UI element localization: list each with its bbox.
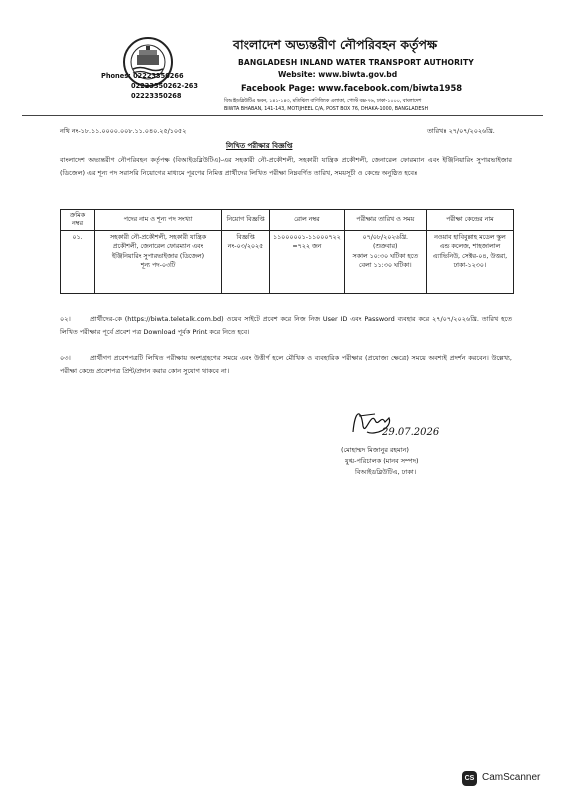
notice-title: লিখিত পরীক্ষার বিজ্ঞপ্তি (226, 142, 293, 150)
phone-numbers (101, 71, 198, 102)
exam-time: সকাল ১০:৩০ ঘটিকা হতে বেলা ১১:৩০ ঘটিকা। (352, 252, 418, 270)
website-link[interactable]: Website: www.biwta.gov.bd (278, 70, 398, 79)
exam-day: (শুক্রবার) (373, 243, 398, 251)
address-bangla: বিআইডব্লিউটিএ ভবন, ১৪১-১৪৩, মতিঝিল বাণিজ্যিক এলাকা, পোস্ট বক্স-৭৬, ঢাকা-১০০০, বাংলাদেশ (224, 99, 422, 104)
paragraph-number: ০২। (60, 315, 71, 323)
header-roll: রোল নম্বর (270, 210, 345, 231)
roll-total: =৭২২ জন (292, 243, 322, 251)
camscanner-watermark: CamScanner (482, 772, 541, 783)
signatory-name: (মোহাম্মদ মিজানুর রহমান) (341, 446, 409, 454)
header-circular: নিয়োগ বিজ্ঞপ্তি (222, 210, 270, 231)
org-title-bangla: বাংলাদেশ অভ্যন্তরীণ নৌপরিবহন কর্তৃপক্ষ (233, 37, 438, 52)
paragraph-text: প্রার্থীগণ প্রবেশপত্রটি লিখিত পরীক্ষায় অংশগ্রহণের সময়ে এবং উত্তীর্ণ হলে মৌখিক ও ব্যবহারিক পরীক্ষার (প্রযোজ্য ক্ষেত্রে) সময়ে অবশ্যই প্রদর্শন করবেন। উল্লেখ্য, পরীক্ষা কেন্দ্রে প্রবেশপত্র প্রিন্ট/প্রদান করার কোন সুযোগ থাকবে না। (60, 354, 512, 375)
instruction-paragraph-2 (60, 313, 512, 339)
cell-serial: ০১. (61, 231, 95, 294)
header-center: পরীক্ষা কেন্দ্রের নাম (426, 210, 513, 231)
table-header-row (61, 210, 514, 231)
header-exam-date: পরীক্ষার তারিখ ও সময় (344, 210, 426, 231)
paragraph-text: প্রার্থীদের-কে (https://biwta.teletalk.com.bd) ওয়েব সাইটে প্রবেশ করে নিজ নিজ User ID এবং Password ব্যবহার করে ২৭/০৭/২০২৬খ্রি. তারিখ হতে লিখিত পরীক্ষার পূর্বে প্রবেশ পত্র Download পূর্বক Print করে নিতে হবে। (60, 315, 512, 336)
vacancy-count: শূন্য পদ-০৩টি (140, 262, 176, 270)
camscanner-icon: CS (462, 771, 477, 786)
cell-exam-date (344, 231, 426, 294)
table-row (61, 231, 514, 294)
phone-line: 02223350262-263 (131, 82, 198, 91)
post-names: সহকারী নৌ-প্রকৌশলী, সহকারী যান্ত্রিক প্রকৌশলী, জেনারেল ফোরম্যান এবং ইঞ্জিনিয়ারিং সুপারভাইজার (ডিজেল) (109, 234, 206, 260)
header-post: পদের নাম ও শূন্য পদ সংখ্যা (95, 210, 222, 231)
org-title-english: BANGLADESH INLAND WATER TRANSPORT AUTHORITY (238, 58, 474, 67)
cell-center: নওয়াব হাবিবুল্লাহ মডেল স্কুল এন্ড কলেজ, শাহজালাল এ্যাভিনিউ, সেক্টর-০৪, উত্তরা, ঢাকা-১২৩০। (426, 231, 513, 294)
paragraph-number: ০৩। (60, 354, 71, 362)
exam-schedule-table (60, 209, 514, 294)
cell-circular: বিজ্ঞপ্তি নং-০৩/২০২৫ (222, 231, 270, 294)
header-serial: ক্রমিক নম্বর (61, 210, 95, 231)
cell-roll (270, 231, 345, 294)
address-english: BIWTA BHABAN, 141-143, MOTIJHEEL C/A, POST BOX 76, DHAKA-1000, BANGLADESH (224, 107, 429, 112)
facebook-link[interactable]: Facebook Page: www.facebook.com/biwta1958 (241, 83, 463, 93)
roll-range: ১১০০০০০১-১১০০০৭২২ (273, 234, 341, 241)
exam-date: ০৭/০৮/২০২৬খ্রি. (362, 234, 408, 241)
intro-paragraph: বাংলাদেশ অভ্যন্তরীণ নৌপরিবহন কর্তৃপক্ষ (বিআইডব্লিউটিএ)-এর সহকারী নৌ-প্রকৌশলী, সহকারী যান্ত্রিক প্রকৌশলী, জেনারেল ফোরম্যান এবং ইঞ্জিনিয়ারিং সুপারভাইজার (ডিজেল) এর শূন্য পদ সরাসরি নিয়োগের মাধ্যমে পূরণের নিমিত্ত প্রার্থীদের লিখিত পরীক্ষা নিম্নবর্ণিত তারিখ, সময়সূচী ও কেন্দ্রে অনুষ্ঠিত হবেঃ (60, 156, 512, 177)
instruction-paragraph-3 (60, 352, 512, 378)
header-divider (22, 115, 543, 116)
notice-date: তারিখঃ ২৭/০৭/২০২৬খ্রি. (427, 127, 495, 135)
signatory-designation: যুগ্ম-পরিচালক (মানব সম্পদ) (345, 457, 419, 465)
reference-number: নথি নং-১৮.১১.০০০০.০০৮.১১.০৪০.২৫/১০৫২ (60, 127, 187, 135)
phone-line: 02223350268 (131, 92, 182, 101)
cell-post (95, 231, 222, 294)
phone-line: Phones: 02223350266 (101, 72, 184, 80)
signatory-organization: বিআইডব্লিউটিএ, ঢাকা। (355, 468, 417, 476)
signature-date: 29.07.2026 (382, 427, 440, 438)
